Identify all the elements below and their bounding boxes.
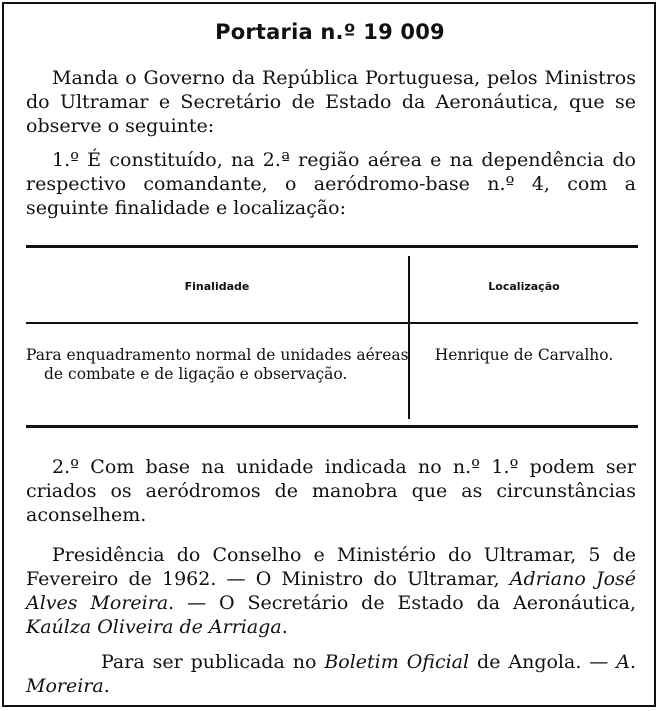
secretary-signature: Kaúlza Oliveira de Arriaga: [26, 616, 282, 638]
page-title: Portaria n.º 19 009: [215, 20, 445, 44]
table-cell-localizacao: Henrique de Carvalho.: [434, 346, 614, 364]
table-top-rule: [26, 245, 638, 248]
bulletin-name: Boletim Oficial: [324, 651, 470, 673]
item-1-paragraph: 1.º É constituído, na 2.ª região aérea e na dependência do respectivo comandante, o aeródromo-base n.º 4, com a seguinte finalidade e localização:: [26, 149, 636, 219]
table-header-finalidade: Finalidade: [184, 280, 250, 293]
minister-signature: Adriano José Alves Moreira: [26, 568, 636, 614]
table-header-localizacao: Localização: [488, 280, 560, 293]
publication-text-mid: de Angola. —: [477, 651, 609, 673]
publication-text-end: .: [103, 675, 110, 697]
intro-paragraph: Manda o Governo da República Portuguesa, pelos Ministros do Ultramar e Secretário de Estado da Aeronáutica, que se observe o seguinte:: [26, 67, 636, 137]
publication-text-start: Para ser publicada no: [101, 651, 317, 673]
closing-text-mid: . — O Secretário de Estado da Aeronáutica,: [168, 592, 636, 614]
closing-paragraph: [26, 543, 636, 639]
item-2-paragraph: 2.º Com base na unidade indicada no n.º 1.º podem ser criados os aeródromos de manobra que as circunstâncias aconselhem.: [26, 456, 636, 526]
publication-paragraph: [26, 650, 636, 698]
table-bottom-rule: [26, 425, 638, 428]
table-header-rule: [26, 322, 638, 324]
closing-text-end: .: [281, 616, 288, 638]
closing-text-start: Presidência do Conselho e Ministério do Ultramar, 5 de Fevereiro de 1962. — O Ministro do Ultramar,: [26, 544, 636, 590]
publication-signature: A. Moreira: [26, 651, 637, 697]
table-cell-finalidade: Para enquadramento normal de unidades aéreas de combate e de ligação e observação.: [26, 346, 409, 383]
